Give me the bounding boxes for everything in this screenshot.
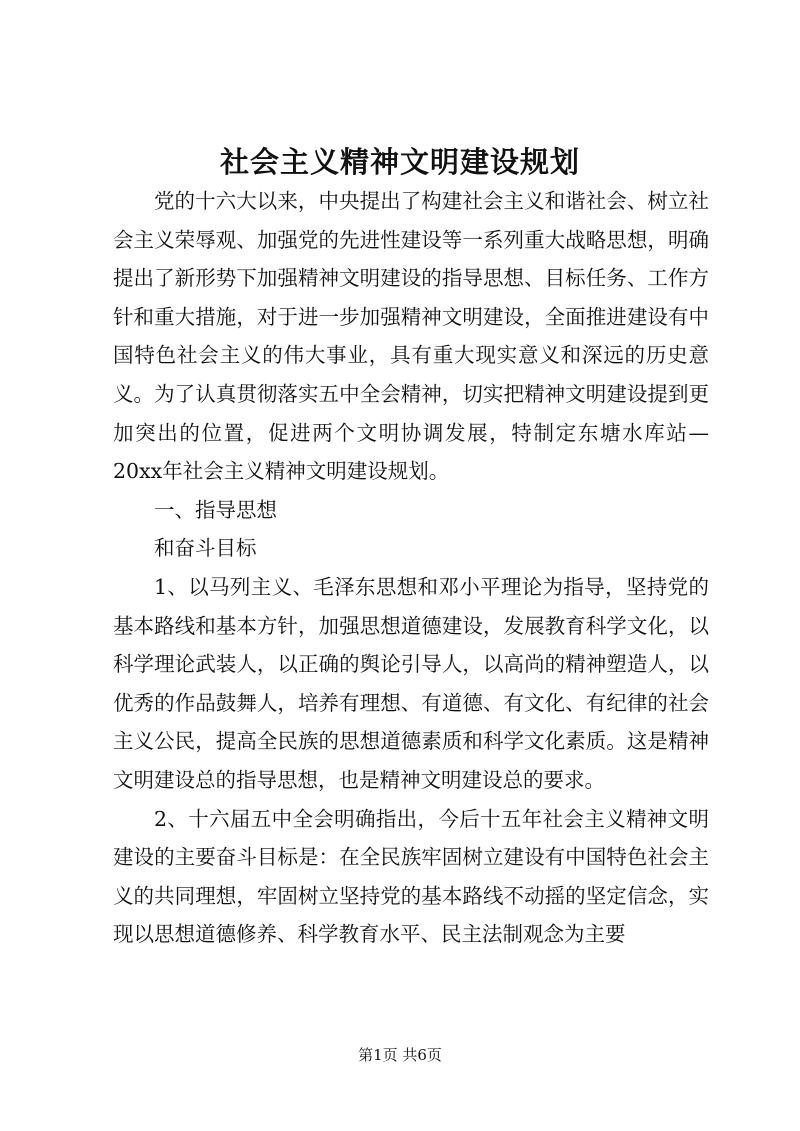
paragraph-point-1: 1、以马列主义、毛泽东思想和邓小平理论为指导，坚持党的基本路线和基本方针，加强思想道德建设，发展教育科学文化，以科学理论武装人，以正确的舆论引导人，以高尚的精神塑造人，以优秀的作品鼓舞人，培养有理想、有道德、有文化、有纪律的社会主义公民，提高全民族的思想道德素质和科学文化素质。这是精神文明建设总的指导思想，也是精神文明建设总的要求。 bbox=[113, 574, 709, 792]
document-title: 社会主义精神文明建设规划 bbox=[219, 145, 580, 179]
section-heading-guiding-thought: 一、指导思想 bbox=[154, 497, 277, 522]
section-heading-goals: 和奋斗目标 bbox=[154, 536, 257, 561]
page-number-footer: 第1页 共6页 bbox=[358, 1046, 442, 1064]
document-body bbox=[113, 182, 709, 954]
paragraph-point-2: 2、十六届五中全会明确指出，今后十五年社会主义精神文明建设的主要奋斗目标是：在全民族牢固树立建设有中国特色社会主义的共同理想，牢固树立坚持党的基本路线不动摇的坚定信念，实现以思想道德修养、科学教育水平、民主法制观念为主要 bbox=[113, 806, 709, 947]
paragraph-intro: 党的十六大以来，中央提出了构建社会主义和谐社会、树立社会主义荣辱观、加强党的先进性建设等一系列重大战略思想，明确提出了新形势下加强精神文明建设的指导思想、目标任务、工作方针和重大措施，对于进一步加强精神文明建设，全面推进建设有中国特色社会主义的伟大事业，具有重大现实意义和深远的历史意义。为了认真贯彻落实五中全会精神，切实把精神文明建设提到更加突出的位置，促进两个文明协调发展，特制定东塘水库站—20xx年社会主义精神文明建设规划。 bbox=[113, 189, 709, 484]
